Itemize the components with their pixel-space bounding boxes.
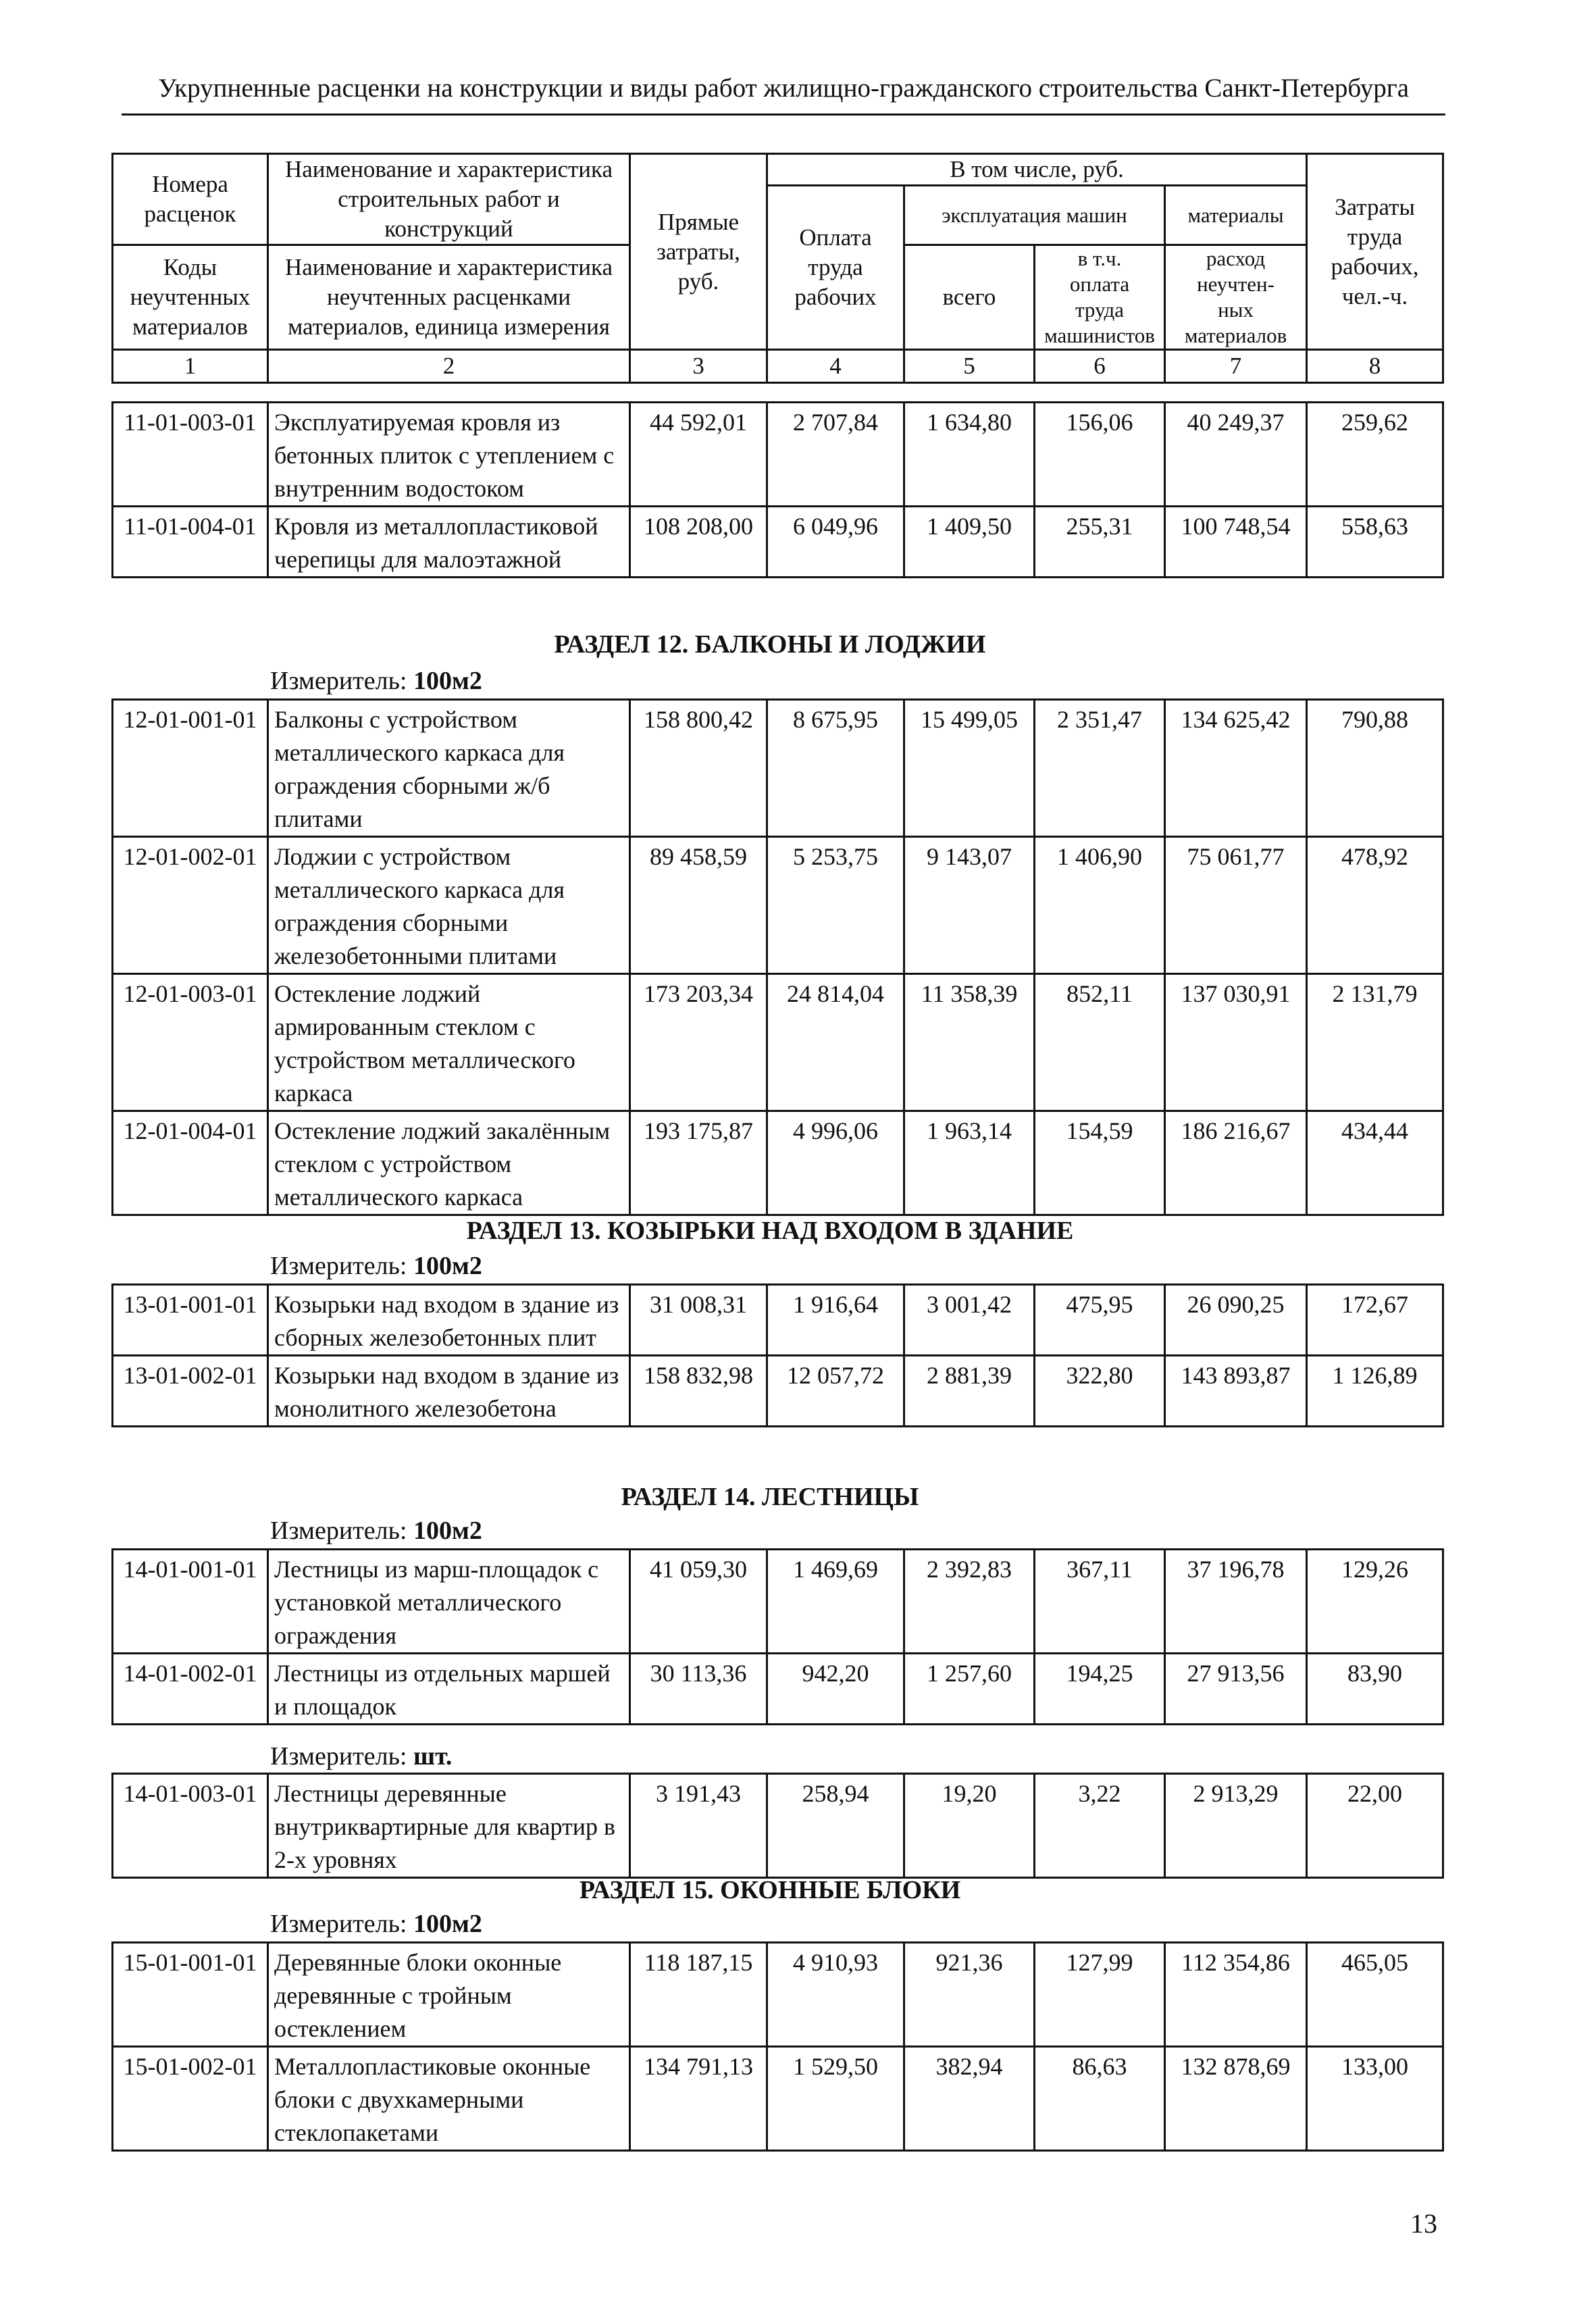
labor-hours: 434,44: [1307, 1111, 1443, 1215]
table-row: [113, 974, 1443, 1111]
col3-header: Прямые затраты, руб.: [630, 154, 767, 350]
labor-hours: 465,05: [1307, 1943, 1443, 2047]
machine-operation-total: 1 409,50: [904, 507, 1035, 578]
machinist-wages: 255,31: [1035, 507, 1165, 578]
machinist-wages: 3,22: [1035, 1774, 1165, 1878]
labor-wages: 5 253,75: [767, 837, 904, 974]
machine-operation-total: 3 001,42: [904, 1285, 1035, 1356]
rate-code: 12-01-002-01: [113, 837, 268, 974]
direct-costs: 89 458,59: [630, 837, 767, 974]
section-title: РАЗДЕЛ 14. ЛЕСТНИЦЫ: [621, 1483, 919, 1511]
col-number: 3: [630, 350, 767, 383]
table-row: [113, 2047, 1443, 2151]
col-number: 4: [767, 350, 904, 383]
machine-operation-total: 2 392,83: [904, 1550, 1035, 1654]
machinist-wages: 322,80: [1035, 1356, 1165, 1427]
col8-header: Затраты труда рабочих, чел.-ч.: [1307, 154, 1443, 350]
meter-label: Измеритель: 100м2: [270, 667, 482, 695]
materials-cost: 37 196,78: [1165, 1550, 1307, 1654]
meter-label: Измеритель: 100м2: [270, 1252, 482, 1280]
materials-header: материалы: [1165, 186, 1307, 245]
table-row: [113, 1285, 1443, 1356]
rate-code: 11-01-003-01: [113, 403, 268, 507]
table-row: [113, 1111, 1443, 1215]
direct-costs: 108 208,00: [630, 507, 767, 578]
direct-costs: 173 203,34: [630, 974, 767, 1111]
rate-code: 12-01-004-01: [113, 1111, 268, 1215]
labor-hours: 22,00: [1307, 1774, 1443, 1878]
labor-wages: 24 814,04: [767, 974, 904, 1111]
rate-code: 15-01-001-01: [113, 1943, 268, 2047]
col-number: 1: [113, 350, 268, 383]
materials-cost: 2 913,29: [1165, 1774, 1307, 1878]
col4-header: Оплата труда рабочих: [767, 186, 904, 350]
rate-code: 13-01-001-01: [113, 1285, 268, 1356]
rates-table-section-14-pieces: [111, 1773, 1444, 1879]
labor-wages: 942,20: [767, 1654, 904, 1725]
table-row: [113, 837, 1443, 974]
labor-wages: 6 049,96: [767, 507, 904, 578]
table-row: [113, 1356, 1443, 1427]
page-header: Укрупненные расценки на конструкции и виды работ жилищно-гражданского строительства Санкт-Петербурга: [157, 74, 1410, 103]
direct-costs: 31 008,31: [630, 1285, 767, 1356]
work-description: Лестницы из марш-площадок с установкой металлического ограждения: [268, 1550, 630, 1654]
meter-label: Измеритель: шт.: [270, 1742, 453, 1771]
machine-operation-total: 19,20: [904, 1774, 1035, 1878]
labor-wages: 1 916,64: [767, 1285, 904, 1356]
rate-code: 14-01-001-01: [113, 1550, 268, 1654]
col2-bottom-header: Наименование и характеристика неучтенных расценками материалов, единица измерения: [268, 245, 630, 350]
rate-code: 14-01-002-01: [113, 1654, 268, 1725]
machine-operation-total: 2 881,39: [904, 1356, 1035, 1427]
labor-hours: 2 131,79: [1307, 974, 1443, 1111]
table-row: [113, 507, 1443, 578]
rate-code: 14-01-003-01: [113, 1774, 268, 1878]
rate-code: 13-01-002-01: [113, 1356, 268, 1427]
materials-cost: 134 625,42: [1165, 700, 1307, 837]
rates-table-section-14: [111, 1548, 1444, 1725]
section-title: РАЗДЕЛ 12. БАЛКОНЫ И ЛОДЖИИ: [554, 630, 986, 659]
rates-table-section-13: [111, 1283, 1444, 1427]
page-number: 13: [1410, 2208, 1437, 2239]
work-description: Лоджии с устройством металлического каркаса для ограждения сборными железобетонными плитами: [268, 837, 630, 974]
header-rule: [122, 113, 1445, 116]
machinist-wages: 86,63: [1035, 2047, 1165, 2151]
labor-hours: 790,88: [1307, 700, 1443, 837]
work-description: Деревянные блоки оконные деревянные с тройным остеклением: [268, 1943, 630, 2047]
direct-costs: 44 592,01: [630, 403, 767, 507]
materials-cost: 143 893,87: [1165, 1356, 1307, 1427]
labor-wages: 12 057,72: [767, 1356, 904, 1427]
direct-costs: 134 791,13: [630, 2047, 767, 2151]
col-number: 5: [904, 350, 1035, 383]
labor-hours: 83,90: [1307, 1654, 1443, 1725]
labor-wages: 1 469,69: [767, 1550, 904, 1654]
table-row: [113, 403, 1443, 507]
machine-operation-total: 1 634,80: [904, 403, 1035, 507]
machine-operation-total: 1 963,14: [904, 1111, 1035, 1215]
labor-wages: 1 529,50: [767, 2047, 904, 2151]
col7-header: расход неучтен- ных материалов: [1165, 245, 1307, 350]
machinist-wages: 2 351,47: [1035, 700, 1165, 837]
work-description: Лестницы деревянные внутриквартирные для квартир в 2-х уровнях: [268, 1774, 630, 1878]
meter-label: Измеритель: 100м2: [270, 1517, 482, 1545]
direct-costs: 158 800,42: [630, 700, 767, 837]
machinist-wages: 367,11: [1035, 1550, 1165, 1654]
col5-header: всего: [904, 245, 1035, 350]
direct-costs: 3 191,43: [630, 1774, 767, 1878]
materials-cost: 132 878,69: [1165, 2047, 1307, 2151]
machinist-wages: 127,99: [1035, 1943, 1165, 2047]
col2-top-header: Наименование и характеристика строительных работ и конструкций: [268, 154, 630, 245]
machinist-wages: 1 406,90: [1035, 837, 1165, 974]
work-description: Козырьки над входом в здание из сборных железобетонных плит: [268, 1285, 630, 1356]
materials-cost: 112 354,86: [1165, 1943, 1307, 2047]
machines-header: эксплуатация машин: [904, 186, 1165, 245]
col1-bottom-header: Коды неучтенных материалов: [113, 245, 268, 350]
labor-wages: 4 910,93: [767, 1943, 904, 2047]
labor-wages: 258,94: [767, 1774, 904, 1878]
direct-costs: 118 187,15: [630, 1943, 767, 2047]
machinist-wages: 154,59: [1035, 1111, 1165, 1215]
section-title: РАЗДЕЛ 13. КОЗЫРЬКИ НАД ВХОДОМ В ЗДАНИЕ: [466, 1217, 1074, 1245]
materials-cost: 100 748,54: [1165, 507, 1307, 578]
materials-cost: 186 216,67: [1165, 1111, 1307, 1215]
group-header: В том числе, руб.: [767, 154, 1307, 186]
work-description: Остекление лоджий армированным стеклом с устройством металлического каркаса: [268, 974, 630, 1111]
column-header-table: [111, 153, 1444, 384]
labor-hours: 558,63: [1307, 507, 1443, 578]
materials-cost: 26 090,25: [1165, 1285, 1307, 1356]
materials-cost: 40 249,37: [1165, 403, 1307, 507]
labor-wages: 8 675,95: [767, 700, 904, 837]
direct-costs: 158 832,98: [630, 1356, 767, 1427]
direct-costs: 41 059,30: [630, 1550, 767, 1654]
machine-operation-total: 15 499,05: [904, 700, 1035, 837]
machinist-wages: 852,11: [1035, 974, 1165, 1111]
rates-table-section-12: [111, 698, 1444, 1216]
labor-wages: 4 996,06: [767, 1111, 904, 1215]
machine-operation-total: 1 257,60: [904, 1654, 1035, 1725]
labor-hours: 172,67: [1307, 1285, 1443, 1356]
section-title: РАЗДЕЛ 15. ОКОННЫЕ БЛОКИ: [579, 1876, 961, 1904]
labor-hours: 259,62: [1307, 403, 1443, 507]
work-description: Остекление лоджий закалённым стеклом с устройством металлического каркаса: [268, 1111, 630, 1215]
table-row: [113, 700, 1443, 837]
materials-cost: 137 030,91: [1165, 974, 1307, 1111]
machine-operation-total: 9 143,07: [904, 837, 1035, 974]
machinist-wages: 194,25: [1035, 1654, 1165, 1725]
rate-code: 11-01-004-01: [113, 507, 268, 578]
work-description: Эксплуатируемая кровля из бетонных плиток с утеплением с внутренним водостоком: [268, 403, 630, 507]
col-number: 6: [1035, 350, 1165, 383]
col-number: 2: [268, 350, 630, 383]
direct-costs: 30 113,36: [630, 1654, 767, 1725]
col-number: 8: [1307, 350, 1443, 383]
labor-wages: 2 707,84: [767, 403, 904, 507]
table-row: [113, 1550, 1443, 1654]
machine-operation-total: 11 358,39: [904, 974, 1035, 1111]
col1-top-header: Номера расценок: [113, 154, 268, 245]
rates-table-section-15: [111, 1941, 1444, 2152]
labor-hours: 133,00: [1307, 2047, 1443, 2151]
machine-operation-total: 382,94: [904, 2047, 1035, 2151]
work-description: Балконы с устройством металлического каркаса для ограждения сборными ж/б плитами: [268, 700, 630, 837]
labor-hours: 478,92: [1307, 837, 1443, 974]
rate-code: 12-01-003-01: [113, 974, 268, 1111]
col6-header: в т.ч. оплата труда машинистов: [1035, 245, 1165, 350]
table-row: [113, 1943, 1443, 2047]
work-description: Козырьки над входом в здание из монолитного железобетона: [268, 1356, 630, 1427]
work-description: Лестницы из отдельных маршей и площадок: [268, 1654, 630, 1725]
meter-label: Измеритель: 100м2: [270, 1910, 482, 1938]
materials-cost: 27 913,56: [1165, 1654, 1307, 1725]
work-description: Кровля из металлопластиковой черепицы для малоэтажной: [268, 507, 630, 578]
col-number: 7: [1165, 350, 1307, 383]
machinist-wages: 475,95: [1035, 1285, 1165, 1356]
direct-costs: 193 175,87: [630, 1111, 767, 1215]
machinist-wages: 156,06: [1035, 403, 1165, 507]
machine-operation-total: 921,36: [904, 1943, 1035, 2047]
materials-cost: 75 061,77: [1165, 837, 1307, 974]
labor-hours: 129,26: [1307, 1550, 1443, 1654]
rate-code: 12-01-001-01: [113, 700, 268, 837]
table-row: [113, 1774, 1443, 1878]
rate-code: 15-01-002-01: [113, 2047, 268, 2151]
work-description: Металлопластиковые оконные блоки с двухкамерными стеклопакетами: [268, 2047, 630, 2151]
table-row: [113, 1654, 1443, 1725]
labor-hours: 1 126,89: [1307, 1356, 1443, 1427]
rates-table-section-11: [111, 401, 1444, 578]
